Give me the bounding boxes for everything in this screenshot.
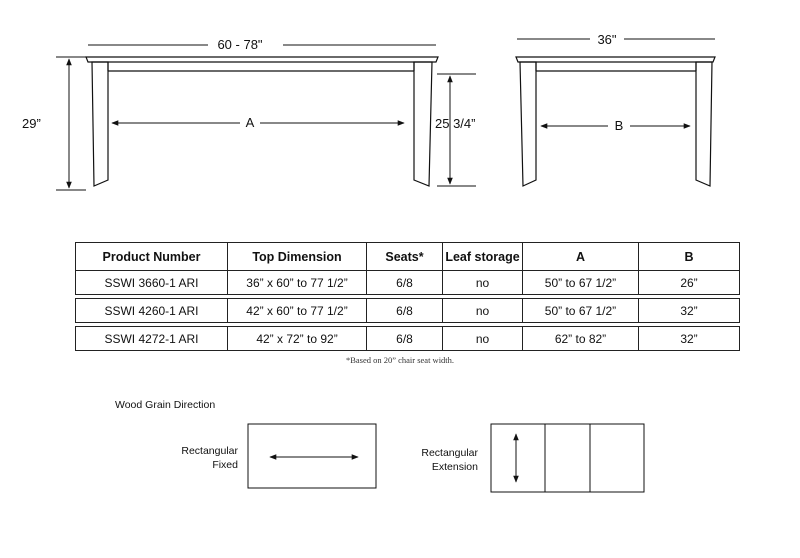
grain-extension-label-line1: Rectangular [421,447,478,459]
grain-fixed-label-line2: Fixed [212,459,238,471]
side-top-width-label: 60 - 78" [217,37,263,52]
side-left-leg [92,62,108,186]
header-seats: Seats* [367,243,443,271]
header-leaf-storage: Leaf storage [443,243,523,271]
header-a: A [523,243,639,271]
cell-product-number: SSWI 4272-1 ARI [76,327,228,351]
cell-b: 32” [639,299,740,323]
cell-leaf-storage: no [443,327,523,351]
cell-seats: 6/8 [367,271,443,295]
grain-extension-label [394,446,478,474]
grain-fixed-label-line1: Rectangular [181,445,238,457]
cell-product-number: SSWI 4260-1 ARI [76,299,228,323]
grain-extension-label-line2: Extension [431,461,478,473]
header-top-dimension: Top Dimension [228,243,367,271]
cell-top-dimension: 42” x 72” to 92” [228,327,367,351]
grain-extension-box [491,424,644,492]
header-product-number: Product Number [76,243,228,271]
cell-seats: 6/8 [367,299,443,323]
side-tabletop [86,57,438,62]
end-top-width-label: 36" [597,32,617,47]
table-row [76,299,740,323]
footnote: *Based on 20” chair seat width. [345,355,455,365]
table-header-row [76,243,740,271]
cell-a: 50” to 67 1/2” [523,271,639,295]
table-row [76,271,740,295]
end-view [516,39,715,186]
product-spec-table [75,242,740,351]
end-leg-span-label: B [614,118,624,133]
side-right-leg [414,62,432,186]
cell-product-number: SSWI 3660-1 ARI [76,271,228,295]
end-tabletop [516,57,715,62]
side-apron-height-label: 25 3/4” [435,116,476,131]
side-view [56,45,476,190]
table-row [76,327,740,351]
cell-a: 50” to 67 1/2” [523,299,639,323]
cell-b: 32” [639,327,740,351]
side-leg-span-label: A [245,115,255,130]
cell-top-dimension: 42” x 60” to 77 1/2” [228,299,367,323]
side-height-label: 29” [22,116,41,131]
cell-seats: 6/8 [367,327,443,351]
cell-top-dimension: 36” x 60” to 77 1/2” [228,271,367,295]
end-left-leg [520,62,536,186]
cell-b: 26” [639,271,740,295]
grain-direction-title: Wood Grain Direction [115,399,216,411]
grain-fixed-box [248,424,376,488]
end-right-leg [696,62,712,186]
cell-leaf-storage: no [443,299,523,323]
grain-fixed-label [150,444,238,472]
cell-a: 62” to 82” [523,327,639,351]
header-b: B [639,243,740,271]
cell-leaf-storage: no [443,271,523,295]
